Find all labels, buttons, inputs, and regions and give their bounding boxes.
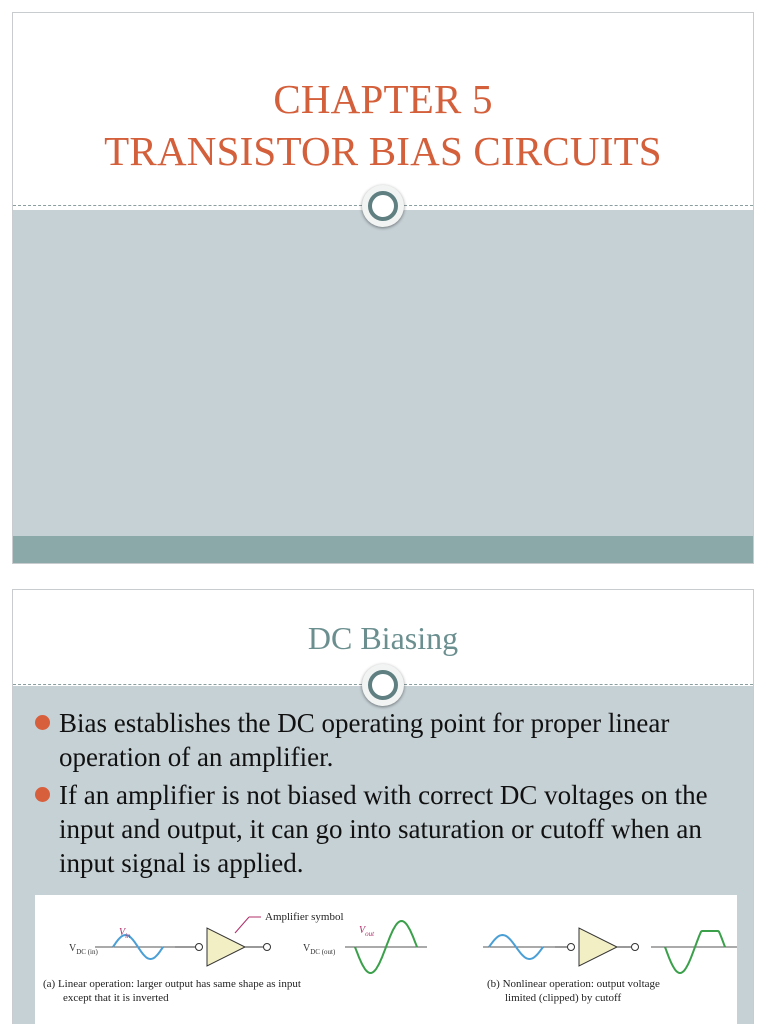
- output-terminal: [632, 944, 639, 951]
- footer-band: [13, 536, 753, 564]
- vin-label: $V_{in}$: [119, 927, 131, 940]
- bullet-dot-icon: [35, 787, 50, 802]
- amplifier-symbol-pointer: [235, 917, 249, 933]
- input-terminal: [196, 944, 203, 951]
- output-terminal: [264, 944, 271, 951]
- chapter-title-line-2: TRANSISTOR BIAS CIRCUITS: [104, 128, 662, 174]
- slide-title: DC Biasing: [307, 620, 459, 656]
- caption-b-line-2: limited (clipped) by cutoff: [505, 992, 622, 1004]
- clipped-output-wave-icon: [665, 931, 725, 973]
- slide-dc-biasing: [12, 589, 754, 1024]
- bullet-dot-icon: [35, 715, 50, 730]
- nonlinear-operation-diagram: [483, 928, 737, 1004]
- amplifier-figure: [35, 895, 737, 1024]
- bullet-list: [35, 706, 747, 884]
- vout-label: $V_{out}$: [359, 925, 375, 938]
- ring-ornament-icon: [362, 664, 404, 706]
- bullet-item: [35, 706, 747, 774]
- chapter-title: [13, 73, 753, 177]
- linear-operation-diagram: [43, 911, 427, 1004]
- amplifier-symbol-label: Amplifier symbol: [265, 911, 344, 923]
- caption-a-line-1: (a) Linear operation: larger output has same shape as input: [43, 978, 301, 990]
- chapter-title-line-1: CHAPTER 5: [273, 76, 493, 122]
- caption-a-line-2: except that it is inverted: [63, 992, 169, 1004]
- bullet-item: [35, 778, 747, 880]
- input-terminal: [568, 944, 575, 951]
- amplifier-triangle-icon: [579, 928, 617, 966]
- bullet-text: Bias establishes the DC operating point for proper linear operation of an amplifier.: [59, 708, 670, 772]
- amplifier-triangle-icon: [207, 928, 245, 966]
- content-area: [13, 210, 753, 536]
- bullet-text: If an amplifier is not biased with correct DC voltages on the input and output, it can go into saturation or cutoff when an input signal is applied.: [59, 780, 708, 878]
- title-area: [13, 13, 753, 205]
- caption-b-line-1: (b) Nonlinear operation: output voltage: [487, 978, 660, 990]
- slide-chapter-title: [12, 12, 754, 564]
- vdc-out-label: $V_{DC (out)}$: [303, 943, 336, 956]
- ring-ornament-icon: [362, 185, 404, 227]
- vdc-in-label: $V_{DC (in)}$: [69, 943, 98, 956]
